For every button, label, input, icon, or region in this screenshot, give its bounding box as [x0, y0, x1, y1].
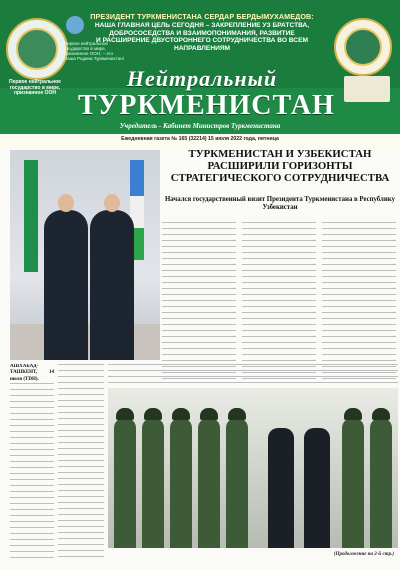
president-title: ПРЕЗИДЕНТ ТУРКМЕНИСТАНА СЕРДАР БЕРДЫМУХАМЕДОВ: — [90, 12, 314, 21]
guard-soldier — [170, 418, 192, 548]
guard-soldier — [342, 418, 364, 548]
guard-soldier — [370, 418, 392, 548]
president-quote — [70, 22, 334, 52]
dignitary — [304, 428, 330, 548]
guard-soldier — [226, 418, 248, 548]
quote-line: И РАСШИРЕНИЕ ДВУСТОРОННЕГО СОТРУДНИЧЕСТВА ВО ВСЕМ НАПРАВЛЕНИЯМ — [96, 37, 308, 52]
article-column-mid — [108, 364, 398, 386]
guard-soldier — [114, 418, 136, 548]
national-emblem-icon — [6, 18, 68, 80]
carpet-logo-icon — [344, 76, 390, 102]
text-lines — [242, 222, 316, 382]
quote-line: ДОБРОСОСЕДСТВА И ВЗАИМОПОНИМАНИЯ, РАЗВИТИЕ — [109, 29, 295, 37]
neutrality-note: Первое нейтральное государство в мире, признанное ООН, – это Наша Родина Туркменистан! — [64, 41, 124, 61]
text-lines — [10, 383, 54, 560]
article-dateline: АШХАБАД-ТАШКЕНТ, 14 июля (TDH). — [10, 364, 54, 382]
left-leader — [44, 210, 88, 360]
turkmen-flag — [24, 160, 38, 272]
right-leader — [90, 210, 134, 360]
continued-note: (Продолжение на 2-й стр.) — [333, 552, 394, 557]
article-column-3 — [322, 222, 396, 382]
dignitary — [268, 428, 294, 548]
article-headline: ТУРКМЕНИСТАН И УЗБЕКИСТАН РАСШИРИЛИ ГОРИЗОНТЫ СТРАТЕГИЧЕСКОГО СОТРУДНИЧЕСТВА — [170, 148, 390, 185]
right-leader-head — [104, 194, 120, 212]
leaders-handshake-photo — [10, 150, 160, 360]
text-lines — [108, 364, 398, 386]
emblem-caption: Первое нейтральное государство в мире, признанное ООН — [9, 79, 61, 96]
article-subhead: Начался государственный визит Президента Туркменистана в Республику Узбекистан — [164, 196, 395, 211]
left-leader-head — [58, 194, 74, 212]
text-lines — [58, 364, 104, 560]
founder-line: Учредитель - Кабинет Министров Туркменистана — [119, 122, 281, 130]
uzbek-flag-blue — [130, 160, 144, 196]
masthead — [0, 0, 400, 148]
article-column-2 — [242, 222, 316, 382]
text-lines — [322, 222, 396, 382]
article-column-lower-2 — [58, 364, 104, 560]
text-lines — [162, 222, 236, 382]
article-column-lower-1 — [10, 364, 54, 560]
anniversary-emblem-icon — [334, 18, 392, 76]
guard-soldier — [142, 418, 164, 548]
issue-line: Ежедневная газета № 165 (32214) 15 июля 2022 года, пятница — [121, 136, 279, 142]
paper-name-line1: Нейтральный — [126, 66, 278, 91]
honor-guard-photo — [108, 388, 398, 548]
guard-soldier — [198, 418, 220, 548]
article-column-1 — [162, 222, 236, 382]
quote-line: НАША ГЛАВНАЯ ЦЕЛЬ СЕГОДНЯ – ЗАКРЕПЛЕНИЕ УЗ БРАТСТВА, — [94, 22, 310, 29]
paper-name-line2: ТУРКМЕНИСТАН — [78, 90, 335, 121]
